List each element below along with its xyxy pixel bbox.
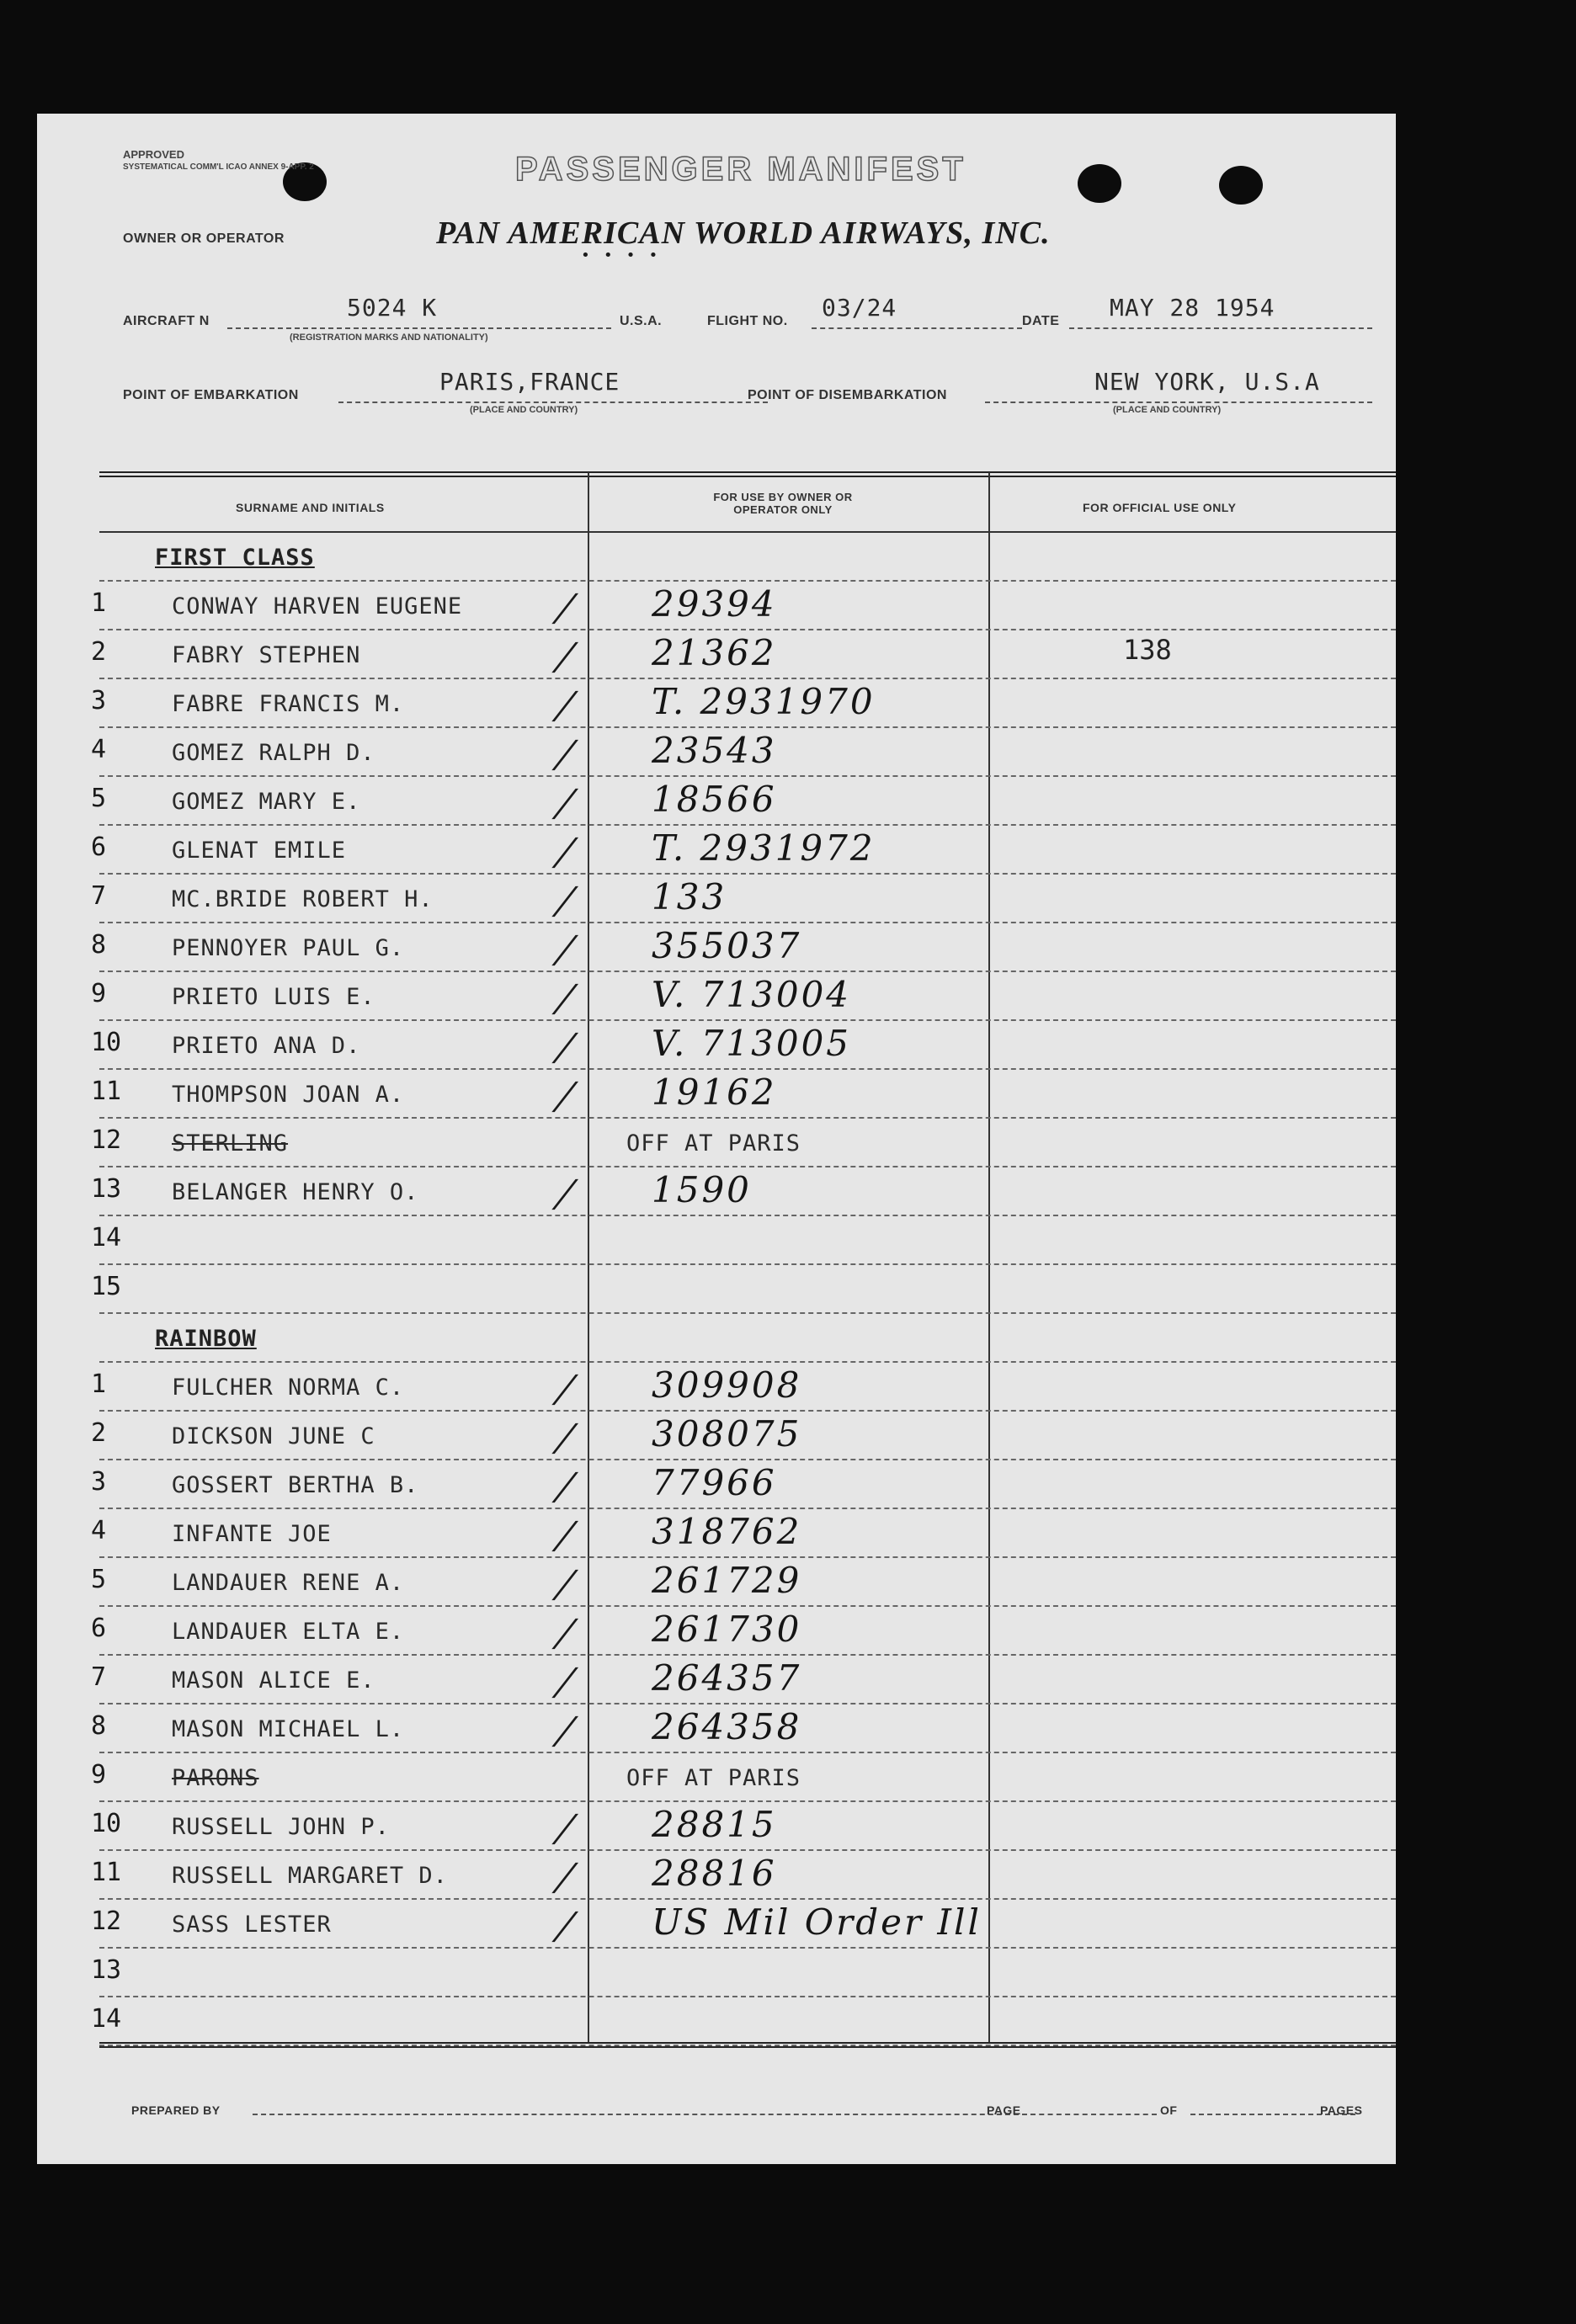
ticket-number: 309908 <box>652 1364 802 1406</box>
date-blank <box>1069 327 1372 329</box>
passenger-name: RUSSELL JOHN P. <box>172 1814 390 1840</box>
check-mark: / <box>549 1905 582 1948</box>
row-number: 8 <box>91 930 107 960</box>
embark-label: POINT OF EMBARKATION <box>123 388 299 402</box>
passenger-name: FABRE FRANCIS M. <box>172 691 405 717</box>
row-number: 4 <box>91 1516 107 1545</box>
ticket-number: 318762 <box>652 1511 802 1552</box>
table-row <box>37 972 1396 1021</box>
punch-hole-center <box>1078 164 1121 203</box>
approved-stamp <box>123 149 314 173</box>
row-number: 5 <box>91 1565 107 1594</box>
row-number: 5 <box>91 784 107 813</box>
passenger-name: GOSSERT BERTHA B. <box>172 1472 419 1498</box>
row-number: 9 <box>91 1760 107 1790</box>
ticket-number: 18566 <box>652 779 777 820</box>
pages-label: PAGES <box>1320 2103 1363 2117</box>
row-number: 2 <box>91 1418 107 1448</box>
table-row <box>37 1704 1396 1753</box>
check-mark: / <box>549 977 582 1020</box>
row-number: 7 <box>91 881 107 911</box>
table-row <box>37 630 1396 679</box>
table-bottom-rule <box>99 2046 1396 2048</box>
table-row <box>37 1900 1396 1949</box>
page-blank <box>1030 2114 1157 2115</box>
ticket-number: US Mil Order Ill <box>652 1901 982 1943</box>
row-number: 6 <box>91 1614 107 1643</box>
table-row <box>37 582 1396 630</box>
passenger-name: THOMPSON JOAN A. <box>172 1082 405 1108</box>
check-mark: / <box>549 684 582 727</box>
table-row <box>37 1509 1396 1558</box>
company-dots: •••• <box>581 247 672 264</box>
flight-blank <box>812 327 1022 329</box>
punch-hole-right <box>1219 166 1263 205</box>
company-name: PAN AMERICAN WORLD AIRWAYS, INC. <box>436 215 1051 251</box>
column-header-name: SURNAME AND INITIALS <box>236 501 385 514</box>
flight-value: 03/24 <box>822 294 897 322</box>
passenger-name: MASON ALICE E. <box>172 1667 375 1694</box>
flight-label: FLIGHT NO. <box>707 314 788 328</box>
ticket-number: 1590 <box>652 1169 752 1210</box>
ticket-number: T. 2931972 <box>652 827 876 869</box>
check-mark: / <box>549 1417 582 1460</box>
row-number: 12 <box>91 1907 122 1936</box>
table-row <box>37 777 1396 826</box>
row-number: 2 <box>91 637 107 667</box>
check-mark: / <box>549 831 582 874</box>
check-mark: / <box>549 1563 582 1606</box>
page-title: PASSENGER MANIFEST <box>515 151 966 188</box>
ticket-number: 21362 <box>652 632 777 673</box>
table-row <box>37 1607 1396 1656</box>
check-mark: / <box>549 733 582 776</box>
form-code: SYSTEMATICAL COMM'L ICAO ANNEX 9-APP. 2 <box>123 162 314 172</box>
check-mark: / <box>549 1173 582 1215</box>
check-mark: / <box>549 1856 582 1899</box>
table-row <box>37 1802 1396 1851</box>
table-top-rule <box>99 476 1396 477</box>
table-row <box>37 826 1396 875</box>
row-number: 3 <box>91 686 107 715</box>
approved-label: APPROVED <box>123 148 184 161</box>
passenger-name: BELANGER HENRY O. <box>172 1179 419 1205</box>
passenger-name: PRIETO ANA D. <box>172 1033 361 1059</box>
row-number: 10 <box>91 1809 122 1838</box>
row-number: 10 <box>91 1028 122 1057</box>
check-mark: / <box>549 1465 582 1508</box>
passenger-name: SASS LESTER <box>172 1912 332 1938</box>
owner-label: OWNER OR OPERATOR <box>123 231 285 246</box>
embark-sub: (PLACE AND COUNTRY) <box>470 405 578 415</box>
table-row <box>37 1460 1396 1509</box>
official-note: 138 <box>1123 634 1172 666</box>
table-row <box>37 875 1396 923</box>
table-row <box>37 923 1396 972</box>
table-row <box>37 1656 1396 1704</box>
check-mark: / <box>549 928 582 971</box>
row-number: 12 <box>91 1125 122 1155</box>
passenger-name: INFANTE JOE <box>172 1521 332 1547</box>
passenger-name: GOMEZ RALPH D. <box>172 740 375 766</box>
passenger-name: PARONS <box>172 1765 259 1791</box>
page-label: PAGE <box>987 2103 1021 2117</box>
embark-value: PARIS,FRANCE <box>439 368 620 396</box>
ticket-number: T. 2931970 <box>652 681 876 722</box>
section-header-row <box>37 1314 1396 1363</box>
ticket-number: 261729 <box>652 1560 802 1601</box>
disembark-label: POINT OF DISEMBARKATION <box>748 388 947 402</box>
check-mark: / <box>549 587 582 630</box>
prepared-by-label: PREPARED BY <box>131 2103 221 2117</box>
of-label: OF <box>1160 2103 1178 2117</box>
ticket-number: 355037 <box>652 925 802 966</box>
passenger-name: PENNOYER PAUL G. <box>172 935 405 961</box>
aircraft-sub: (REGISTRATION MARKS AND NATIONALITY) <box>290 332 488 343</box>
section-header-row <box>37 533 1396 582</box>
row-number: 1 <box>91 1369 107 1399</box>
check-mark: / <box>549 1807 582 1850</box>
status-note: OFF AT PARIS <box>626 1130 801 1157</box>
check-mark: / <box>549 1612 582 1655</box>
ticket-number: 23543 <box>652 730 777 771</box>
table-row <box>37 1949 1396 1997</box>
row-number: 11 <box>91 1858 122 1887</box>
ticket-number: 19162 <box>652 1072 777 1113</box>
aircraft-value: 5024 K <box>347 294 438 322</box>
check-mark: / <box>549 1075 582 1118</box>
passenger-name: MASON MICHAEL L. <box>172 1716 405 1742</box>
ticket-number: 133 <box>652 876 727 917</box>
passenger-name: DICKSON JUNE C <box>172 1423 375 1449</box>
table-row <box>37 1997 1396 2046</box>
ticket-number: V. 713004 <box>652 974 852 1015</box>
check-mark: / <box>549 1514 582 1557</box>
table-row <box>37 1265 1396 1314</box>
ticket-number: 28816 <box>652 1853 777 1894</box>
disembark-sub: (PLACE AND COUNTRY) <box>1113 405 1222 415</box>
row-number: 6 <box>91 832 107 862</box>
passenger-name: GLENAT EMILE <box>172 838 347 864</box>
check-mark: / <box>549 1661 582 1704</box>
table-row <box>37 1119 1396 1167</box>
row-number: 4 <box>91 735 107 764</box>
passenger-name: STERLING <box>172 1130 289 1157</box>
passenger-name: FULCHER NORMA C. <box>172 1375 405 1401</box>
passenger-name: PRIETO LUIS E. <box>172 984 375 1010</box>
row-number: 15 <box>91 1272 122 1301</box>
check-mark: / <box>549 1368 582 1411</box>
passenger-name: LANDAUER ELTA E. <box>172 1619 405 1645</box>
row-number: 1 <box>91 588 107 618</box>
column-header-owner: FOR USE BY OWNER OR OPERATOR ONLY <box>713 491 853 516</box>
prepared-by-blank <box>253 2114 1027 2115</box>
row-number: 13 <box>91 1955 122 1985</box>
passenger-name: FABRY STEPHEN <box>172 642 361 668</box>
row-number: 14 <box>91 2004 122 2034</box>
passenger-name: RUSSELL MARGARET D. <box>172 1863 448 1889</box>
check-mark: / <box>549 1710 582 1752</box>
row-number: 7 <box>91 1662 107 1692</box>
ticket-number: 29394 <box>652 583 777 625</box>
section-title: FIRST CLASS <box>155 545 315 571</box>
row-rule <box>99 2045 1396 2046</box>
ticket-number: 77966 <box>652 1462 777 1503</box>
passenger-name: CONWAY HARVEN EUGENE <box>172 593 463 620</box>
row-number: 13 <box>91 1174 122 1204</box>
row-number: 11 <box>91 1077 122 1106</box>
check-mark: / <box>549 1026 582 1069</box>
table-row <box>37 1070 1396 1119</box>
passenger-name: MC.BRIDE ROBERT H. <box>172 886 434 912</box>
usa-label: U.S.A. <box>620 314 663 328</box>
section-title: RAINBOW <box>155 1326 257 1352</box>
check-mark: / <box>549 880 582 923</box>
ticket-number: 28815 <box>652 1804 777 1845</box>
table-row <box>37 1216 1396 1265</box>
table-row <box>37 1363 1396 1412</box>
passenger-name: LANDAUER RENE A. <box>172 1570 405 1596</box>
table-row <box>37 1167 1396 1216</box>
date-value: MAY 28 1954 <box>1110 294 1275 322</box>
disembark-blank <box>985 402 1372 403</box>
column-header-official: FOR OFFICIAL USE ONLY <box>1083 501 1237 514</box>
ticket-number: 308075 <box>652 1413 802 1454</box>
table-row <box>37 728 1396 777</box>
aircraft-blank <box>227 327 611 329</box>
aircraft-label: AIRCRAFT N <box>123 314 210 328</box>
row-number: 9 <box>91 979 107 1008</box>
table-row <box>37 1753 1396 1802</box>
table-row <box>37 1021 1396 1070</box>
table-row <box>37 1558 1396 1607</box>
row-number: 3 <box>91 1467 107 1497</box>
manifest-sheet <box>37 114 1396 2164</box>
disembark-value: NEW YORK, U.S.A <box>1094 368 1320 396</box>
passenger-name: GOMEZ MARY E. <box>172 789 361 815</box>
check-mark: / <box>549 636 582 678</box>
ticket-number: 264358 <box>652 1706 802 1747</box>
ticket-number: 264357 <box>652 1657 802 1699</box>
date-label: DATE <box>1022 314 1060 328</box>
table-row <box>37 1412 1396 1460</box>
row-number: 14 <box>91 1223 122 1252</box>
table-row <box>37 679 1396 728</box>
check-mark: / <box>549 782 582 825</box>
ticket-number: V. 713005 <box>652 1023 852 1064</box>
status-note: OFF AT PARIS <box>626 1765 801 1791</box>
table-row <box>37 1851 1396 1900</box>
embark-blank <box>338 402 768 403</box>
row-number: 8 <box>91 1711 107 1741</box>
ticket-number: 261730 <box>652 1609 802 1650</box>
